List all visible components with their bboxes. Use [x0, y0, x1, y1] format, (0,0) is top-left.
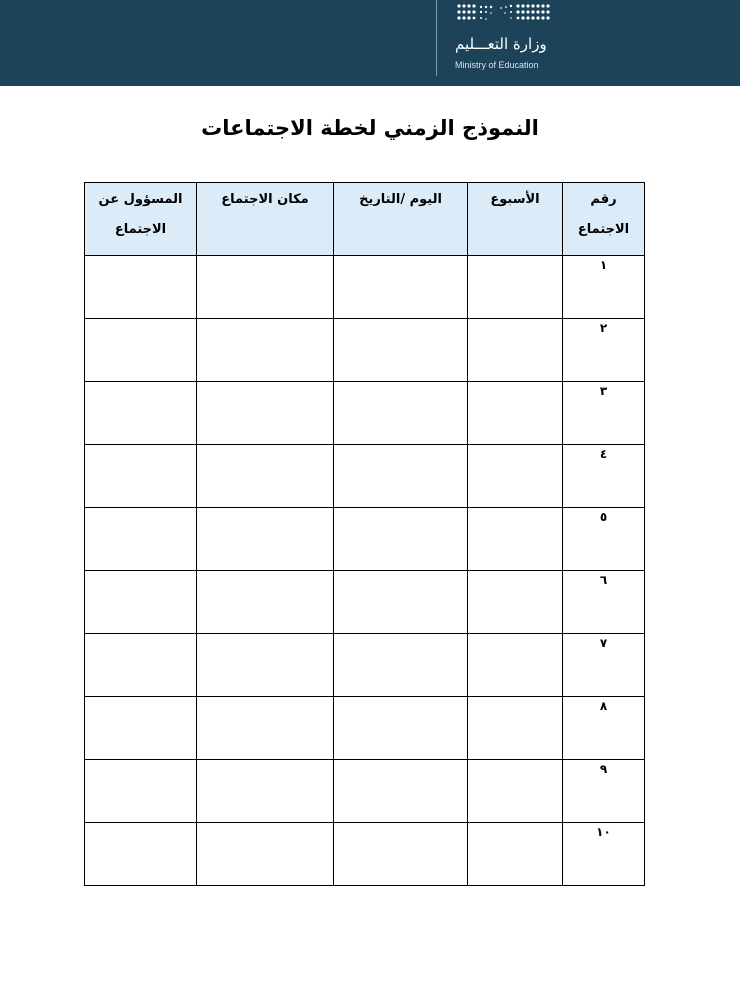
table-header-row — [85, 183, 645, 256]
meeting-number-cell: ٧ — [563, 634, 645, 697]
ministry-logo — [436, 0, 577, 76]
logo-dots-icon — [455, 2, 555, 22]
week-cell[interactable] — [468, 823, 563, 886]
table-row — [85, 634, 645, 697]
day-date-cell[interactable] — [334, 823, 468, 886]
table-row — [85, 697, 645, 760]
responsible-cell[interactable] — [85, 256, 197, 319]
meeting-number-cell: ٥ — [563, 508, 645, 571]
week-cell[interactable] — [468, 445, 563, 508]
day-date-cell[interactable] — [334, 508, 468, 571]
meeting-number-cell: ٩ — [563, 760, 645, 823]
meeting-place-cell[interactable] — [197, 319, 334, 382]
header-meeting-number: رقم الاجتماع — [563, 183, 645, 256]
responsible-cell[interactable] — [85, 823, 197, 886]
week-cell[interactable] — [468, 634, 563, 697]
responsible-cell[interactable] — [85, 571, 197, 634]
day-date-cell[interactable] — [334, 319, 468, 382]
meeting-place-cell[interactable] — [197, 823, 334, 886]
meeting-number-cell: ٤ — [563, 445, 645, 508]
responsible-cell[interactable] — [85, 382, 197, 445]
meeting-place-cell[interactable] — [197, 256, 334, 319]
header-day-date: اليوم /التاريخ — [334, 183, 468, 256]
meeting-place-cell[interactable] — [197, 571, 334, 634]
meeting-place-cell[interactable] — [197, 697, 334, 760]
table-row — [85, 445, 645, 508]
header-meeting-place: مكان الاجتماع — [197, 183, 334, 256]
ministry-name-arabic: وزارة التعـــليم — [455, 35, 547, 53]
responsible-cell[interactable] — [85, 445, 197, 508]
responsible-cell[interactable] — [85, 697, 197, 760]
meeting-number-cell: ١٠ — [563, 823, 645, 886]
responsible-cell[interactable] — [85, 634, 197, 697]
responsible-cell[interactable] — [85, 760, 197, 823]
week-cell[interactable] — [468, 508, 563, 571]
table-row — [85, 256, 645, 319]
header-meeting-responsible: المسؤول عن الاجتماع — [85, 183, 197, 256]
week-cell[interactable] — [468, 571, 563, 634]
table-row — [85, 823, 645, 886]
meetings-schedule-table — [84, 182, 645, 886]
week-cell[interactable] — [468, 697, 563, 760]
meeting-number-cell: ٨ — [563, 697, 645, 760]
table-row — [85, 382, 645, 445]
meeting-place-cell[interactable] — [197, 445, 334, 508]
header-week: الأسبوع — [468, 183, 563, 256]
table-row — [85, 760, 645, 823]
table-row — [85, 571, 645, 634]
meeting-place-cell[interactable] — [197, 634, 334, 697]
day-date-cell[interactable] — [334, 382, 468, 445]
day-date-cell[interactable] — [334, 760, 468, 823]
meeting-number-cell: ٣ — [563, 382, 645, 445]
week-cell[interactable] — [468, 760, 563, 823]
day-date-cell[interactable] — [334, 571, 468, 634]
meeting-place-cell[interactable] — [197, 382, 334, 445]
meeting-number-cell: ٢ — [563, 319, 645, 382]
ministry-name-english: Ministry of Education — [455, 60, 539, 70]
responsible-cell[interactable] — [85, 319, 197, 382]
week-cell[interactable] — [468, 256, 563, 319]
day-date-cell[interactable] — [334, 445, 468, 508]
table-row — [85, 508, 645, 571]
week-cell[interactable] — [468, 319, 563, 382]
ministry-header-bar — [0, 0, 740, 86]
day-date-cell[interactable] — [334, 634, 468, 697]
meeting-place-cell[interactable] — [197, 760, 334, 823]
responsible-cell[interactable] — [85, 508, 197, 571]
meeting-number-cell: ١ — [563, 256, 645, 319]
day-date-cell[interactable] — [334, 256, 468, 319]
meeting-place-cell[interactable] — [197, 508, 334, 571]
week-cell[interactable] — [468, 382, 563, 445]
meeting-number-cell: ٦ — [563, 571, 645, 634]
day-date-cell[interactable] — [334, 697, 468, 760]
page-title: النموذج الزمني لخطة الاجتماعات — [201, 116, 539, 140]
table-row — [85, 319, 645, 382]
